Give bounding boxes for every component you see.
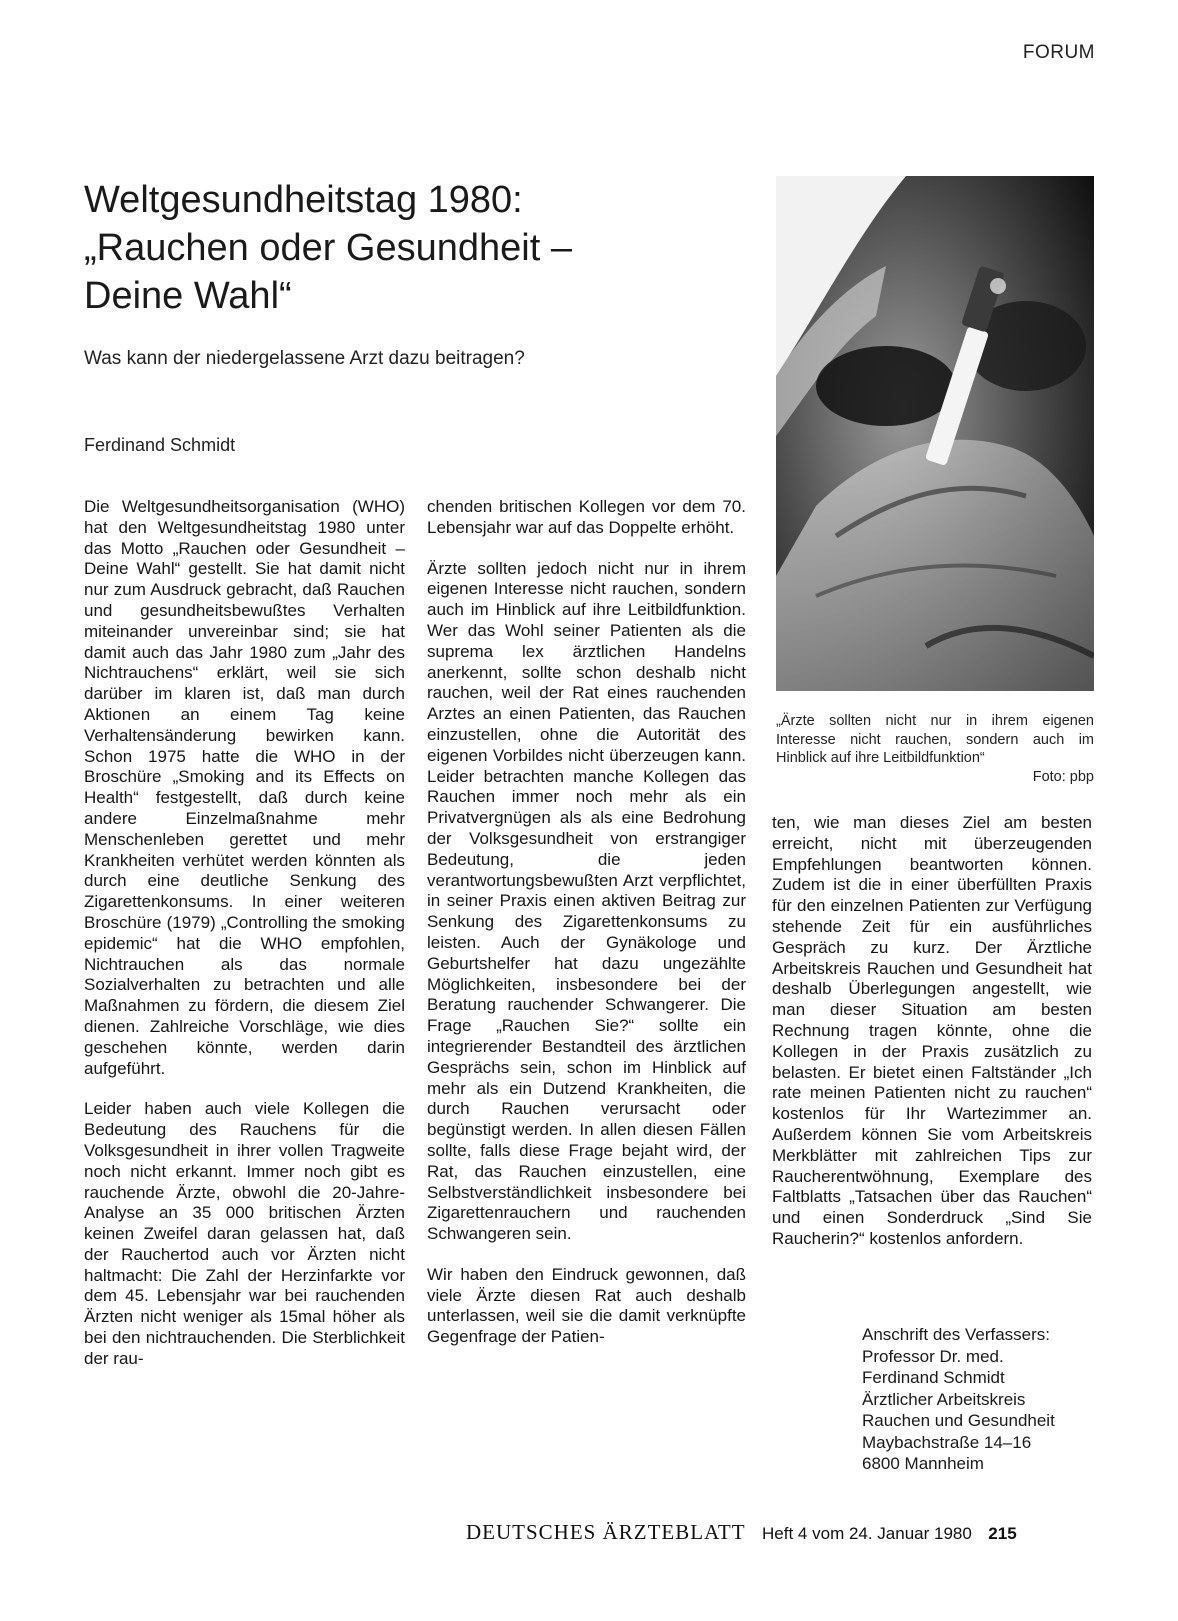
article-subtitle: Was kann der niedergelassene Arzt dazu beitragen? <box>84 348 525 369</box>
article-photo <box>776 176 1094 691</box>
address-line: Ferdinand Schmidt <box>862 1368 1005 1387</box>
title-line: „Rauchen oder Gesundheit – <box>84 227 572 269</box>
author-address <box>862 1324 1122 1475</box>
text-column-2 <box>427 497 746 1368</box>
address-line: Rauchen und Gesundheit <box>862 1411 1055 1430</box>
paragraph: Leider haben auch viele Kollegen die Bedeutung des Rauchens für die Volksgesundheit in ihrer vollen Tragweite noch nicht erkannt. Immer noch gibt es rauchende Ärzte, obwohl die 20-Jahre-Analyse an 35 000 britischen Ärzten keinen Zweifel daran gelassen hat, daß der Rauchertod auch vor Ärzten nicht haltmacht: Die Zahl der Herzinfarkte vor dem 45. Lebensjahr war bei rauchenden Ärzten nicht weniger als 15mal höher als bei den nichtrauchenden. Die Sterblichkeit der rau- <box>84 1099 405 1368</box>
address-line: Ärztlicher Arbeitskreis <box>862 1389 1026 1409</box>
title-line: Deine Wahl“ <box>84 275 292 317</box>
page-number: 215 <box>988 1524 1017 1543</box>
text-column-1 <box>84 497 405 1390</box>
address-line: Anschrift des Verfassers: <box>862 1325 1051 1344</box>
paragraph: Wir haben den Eindruck gewonnen, daß viele Ärzte diesen Rat auch deshalb unterlassen, weil sie die damit verknüpfte Gegenfrage der Patien- <box>427 1264 746 1347</box>
page-footer <box>466 1520 1017 1545</box>
section-label: FORUM <box>1022 42 1095 63</box>
caption-text: „Ärzte sollten nicht nur in ihrem eigenen Interesse nicht rauchen, sondern auch im Hinblick auf ihre Leitbildfunktion“ <box>776 713 1094 766</box>
address-line: 6800 Mannheim <box>862 1454 984 1473</box>
photo-caption <box>776 712 1094 786</box>
paragraph: Ärzte sollten jedoch nicht nur in ihrem eigenen Interesse nicht rauchen, sondern auch im Hinblick auf ihre Leitbildfunktion. Wer das Wohl seiner Patienten als die suprema lex ärztlichen Handelns anerkennt, sollte schon deshalb nicht rauchen, weil der Rat eines rauchenden Arztes an einen Patienten, das Rauchen einzustellen, ohne die Autorität des eigenen Vorbildes nicht überzeugen kann. Leider betrachten manche Kollegen das Rauchen immer noch mehr als ein Privatvergnügen als als eine Bedrohung der Volksgesundheit von erstrangiger Bedeutung, die jeden verantwortungsbewußten Arzt verpflichtet, in seiner Praxis einen aktiven Beitrag zur Senkung des Zigarettenkonsums zu leisten. Auch der Gynäkologe und Geburtshelfer hat dazu ungezählte Möglichkeiten, insbesondere bei der Beratung rauchender Schwangerer. Die Frage „Rauchen Sie?“ sollte ein integrierender Bestandteil des ärztlichen Gesprächs sein, schon im Hinblick auf mehr als ein Dutzend Krankheiten, die durch Rauchen verursacht oder begünstigt werden. In allen diesen Fällen sollte, falls diese Frage bejaht wird, der Rat, das Rauchen einzustellen, eine Selbstverständlichkeit insbesondere bei Zigarettenrauchern und rauchenden Schwangeren sein. <box>427 558 746 1244</box>
article-title <box>84 176 704 320</box>
address-line: Professor Dr. med. <box>862 1346 1004 1366</box>
title-line: Weltgesundheitstag 1980: <box>84 179 523 221</box>
journal-name: DEUTSCHES ÄRZTEBLATT <box>466 1520 746 1544</box>
smoker-photo-image <box>776 176 1094 691</box>
address-line: Maybachstraße 14–16 <box>862 1432 1032 1452</box>
paragraph: Die Weltgesundheitsorganisation (WHO) hat den Weltgesundheitstag 1980 unter das Motto „Rauchen oder Gesundheit – Deine Wahl“ gestellt. Sie hat damit nicht nur zum Ausdruck gebracht, daß Rauchen und gesundheitsbewußtes Verhalten miteinander unvereinbar sind; sie hat damit auch das Jahr 1980 zum „Jahr des Nichtrauchens“ erklärt, weil sie sich darüber im klaren ist, daß man durch Aktionen an einem Tag keine Verhaltensänderung bewirken kann. Schon 1975 hatte die WHO in der Broschüre „Smoking and its Effects on Health“ festgestellt, daß durch keine andere Einzelmaßnahme mehr Menschenleben gerettet und mehr Krankheiten verhütet werden könnten als durch eine deutliche Senkung des Zigarettenkonsums. In einer weiteren Broschüre (1979) „Controlling the smoking epidemic“ hat die WHO empfohlen, Nichtrauchen als das normale Sozialverhalten zu betrachten und alle Maßnahmen zu fördern, die diesem Ziel dienen. Zahlreiche Vorschläge, wie dies geschehen könnte, werden darin aufgeführt. <box>84 497 405 1078</box>
photo-credit: Foto: pbp <box>1032 768 1094 785</box>
paragraph: chenden britischen Kollegen vor dem 70. Lebensjahr war auf das Doppelte erhöht. <box>427 497 746 537</box>
issue-info: Heft 4 vom 24. Januar 1980 <box>762 1524 972 1543</box>
text-column-3 <box>772 813 1092 1270</box>
article-author: Ferdinand Schmidt <box>84 435 236 455</box>
paragraph: ten, wie man dieses Ziel am besten erreicht, nicht mit überzeugenden Empfehlungen beantworten können. Zudem ist die in einer überfüllten Praxis für den einzelnen Patienten zur Verfügung stehende Zeit für ein ausführliches Gespräch zu kurz. Der Ärztliche Arbeitskreis Rauchen und Gesundheit hat deshalb Überlegungen angestellt, wie man dieser Situation am besten Rechnung tragen könnte, ohne die Kollegen in der Praxis zusätzlich zu belasten. Er bietet einen Faltständer „Ich rate meinen Patienten nicht zu rauchen“ kostenlos für Ihr Wartezimmer an. Außerdem können Sie vom Arbeitskreis Merkblätter mit zahlreichen Tips zur Raucherentwöhnung, Exemplare des Faltblatts „Tatsachen über das Rauchen“ und einen Sonderdruck „Sind Sie Raucherin?“ kostenlos anfordern. <box>772 813 1092 1248</box>
